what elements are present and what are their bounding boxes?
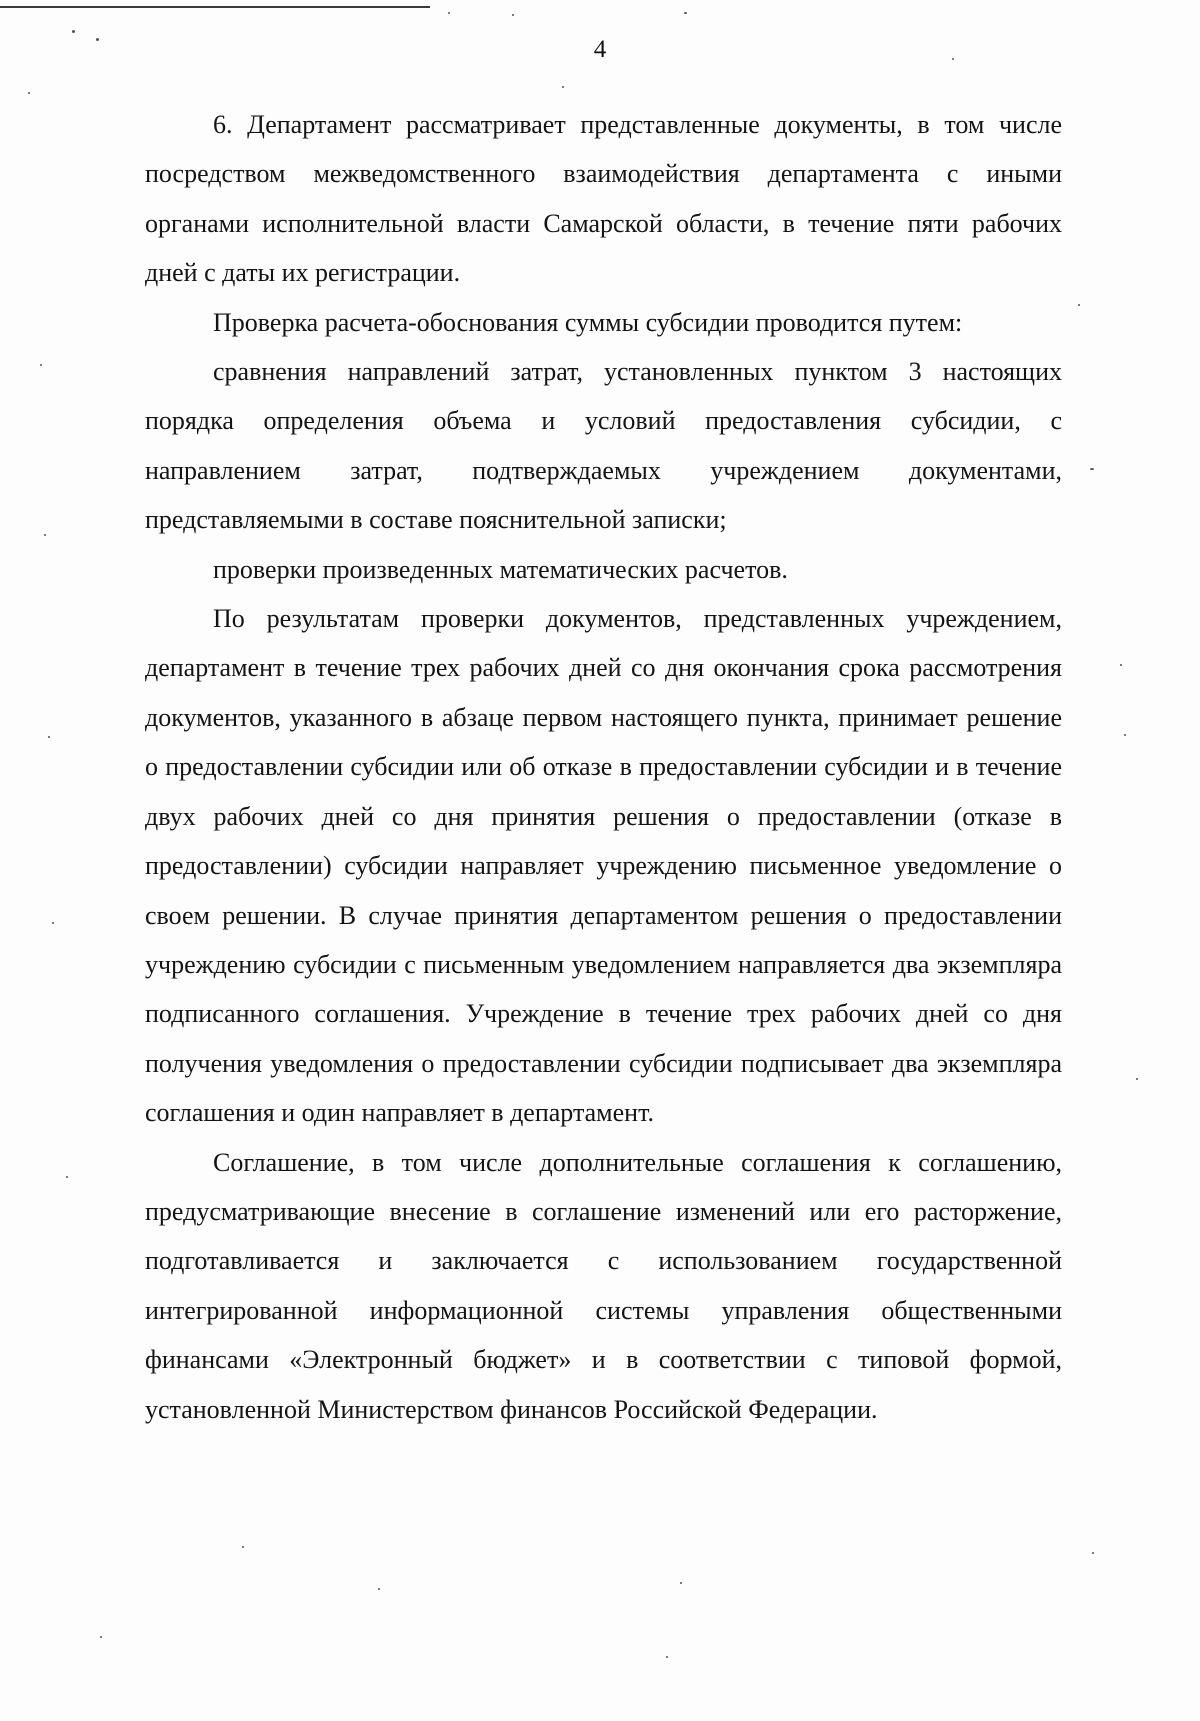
paragraph-agreement: Соглашение, в том числе дополнительные соглашения к соглашению, предусматривающие внесение в соглашение изменений или его расторжение, подготавливается и заключается с использованием государственной интегрированной информационной системы управления общественными финансами «Электронный бюджет» и в соответствии с типовой формой, установленной Министерством финансов Российской Федерации. [145, 1147, 1062, 1424]
paragraph-decision: По результатам проверки документов, представленных учреждением, департамент в течение трех рабочих дней со дня окончания срока рассмотрения документов, указанного в абзаце первом настоящего пункта, принимает решение о предоставлении субсидии или об отказе в предоставлении субсидии и в течение двух рабочих дней со дня принятия решения о предоставлении (отказе в предоставлении) субсидии направляет учреждению письменное уведомление о своем решении. В случае принятия департаментом решения о предоставлении учреждению субсидии с письменным уведомлением направляется два экземпляра подписанного соглашения. Учреждение в течение трех рабочих дней со дня получения уведомления о предоставлении субсидии подписывает два экземпляра соглашения и один направляет в департамент. [145, 604, 1062, 1128]
scan-speck [1078, 304, 1080, 306]
scan-speck [28, 92, 30, 94]
paragraph-document-review: 6. Департамент рассматривает представленные документы, в том числе посредством межведомственного взаимодействия департамента с иными органами исполнительной власти Самарской области, в течение пяти рабочих дней с даты их регистрации. [145, 110, 1062, 288]
scan-speck [378, 1588, 380, 1590]
scan-speck [44, 534, 46, 536]
scan-speck [100, 1636, 102, 1638]
paragraph-math-check: проверки произведенных математических расчетов. [213, 554, 788, 584]
scan-speck [66, 1176, 68, 1178]
scan-speck [40, 364, 42, 366]
scan-speck [48, 736, 50, 738]
scan-speck [952, 58, 954, 60]
scan-speck [52, 922, 54, 924]
scan-speck [1090, 468, 1094, 470]
scan-speck [1092, 1552, 1094, 1554]
top-border-line [0, 6, 430, 8]
scan-speck [242, 1546, 244, 1548]
scan-speck [72, 30, 75, 33]
document-body [145, 100, 1062, 1434]
scan-speck [562, 86, 564, 88]
scan-speck [680, 1582, 682, 1584]
page-number: 4 [593, 36, 607, 63]
scan-speck [666, 1656, 668, 1658]
scan-speck [1120, 664, 1122, 666]
scan-speck [1136, 1078, 1138, 1080]
paragraph-cost-comparison: сравнения направлений затрат, установленных пунктом 3 настоящих порядка определения объема и условий предоставления субсидии, с направлением затрат, подтверждаемых учреждением документами, представляемыми в составе пояснительной записки; [145, 357, 1062, 535]
scan-speck [448, 12, 450, 14]
scan-speck [1124, 734, 1126, 736]
scan-speck [512, 14, 514, 16]
scan-speck [684, 12, 687, 14]
paragraph-verification-method: Проверка расчета-обоснования суммы субсидии проводится путем: [213, 307, 963, 337]
scan-speck [96, 38, 99, 41]
